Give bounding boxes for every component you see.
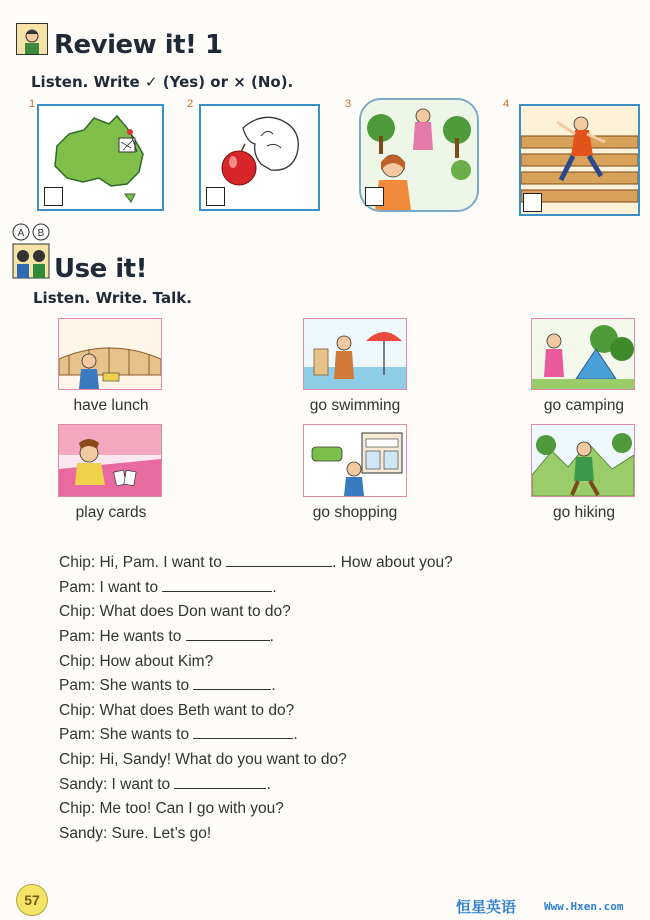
picture-go-camping xyxy=(531,318,635,390)
caption-play-cards: play cards xyxy=(75,504,147,521)
item-number: 4 xyxy=(503,98,510,110)
picture-go-shopping xyxy=(303,424,407,497)
use-it-kids-icon xyxy=(9,222,53,280)
caption-go-hiking: go hiking xyxy=(552,504,616,521)
answer-blank-2[interactable] xyxy=(162,579,272,592)
dialogue-line-5: Chip: How about Kim? xyxy=(59,653,214,670)
dialogue-line-2: Pam: I want to . xyxy=(59,579,277,596)
dialogue-line-12: Sandy: Sure. Let’s go! xyxy=(59,825,212,842)
caption-go-camping: go camping xyxy=(543,397,625,414)
answer-checkbox-1[interactable] xyxy=(44,187,63,206)
caption-have-lunch: have lunch xyxy=(73,397,149,414)
dialogue-line-11: Chip: Me too! Can I go with you? xyxy=(59,800,284,817)
item-number: 2 xyxy=(187,98,194,110)
dialogue-line-3: Chip: What does Don want to do? xyxy=(59,603,291,620)
page-number: 57 xyxy=(16,884,48,916)
picture-go-hiking xyxy=(531,424,635,497)
caption-go-swimming: go swimming xyxy=(309,397,401,414)
caption-go-shopping: go shopping xyxy=(312,504,398,521)
answer-checkbox-4[interactable] xyxy=(523,193,542,212)
picture-have-lunch xyxy=(58,318,162,390)
picture-go-swimming xyxy=(303,318,407,390)
answer-blank-4[interactable] xyxy=(193,677,271,690)
review-instruction: Listen. Write ✓ (Yes) or × (No). xyxy=(31,73,294,91)
svg-text:A: A xyxy=(17,228,25,239)
svg-text:B: B xyxy=(37,228,45,239)
answer-checkbox-2[interactable] xyxy=(206,187,225,206)
answer-blank-5[interactable] xyxy=(193,726,293,739)
item-number: 3 xyxy=(345,98,352,110)
dialogue-line-9: Chip: Hi, Sandy! What do you want to do? xyxy=(59,751,347,768)
review-boy-icon xyxy=(16,23,48,55)
review-title: Review it! 1 xyxy=(54,30,223,60)
answer-checkbox-3[interactable] xyxy=(365,187,384,206)
use-it-title: Use it! xyxy=(54,254,147,284)
dialogue-line-4: Pam: He wants to . xyxy=(59,628,274,645)
brand-logo-text: 恒星英语 xyxy=(456,898,517,916)
answer-blank-1[interactable] xyxy=(226,554,332,567)
use-it-instruction: Listen. Write. Talk. xyxy=(33,289,192,307)
dialogue-line-1: Chip: Hi, Pam. I want to . How about you? xyxy=(59,554,453,571)
dialogue-line-8: Pam: She wants to . xyxy=(59,726,298,743)
dialogue-line-6: Pam: She wants to . xyxy=(59,677,276,694)
answer-blank-6[interactable] xyxy=(174,776,266,789)
picture-play-cards xyxy=(58,424,162,497)
brand-url[interactable]: Www.Hxen.com xyxy=(544,900,624,913)
dialogue-line-10: Sandy: I want to . xyxy=(59,776,271,793)
dialogue-line-7: Chip: What does Beth want to do? xyxy=(59,702,295,719)
item-number: 1 xyxy=(29,98,36,110)
answer-blank-3[interactable] xyxy=(186,628,270,641)
